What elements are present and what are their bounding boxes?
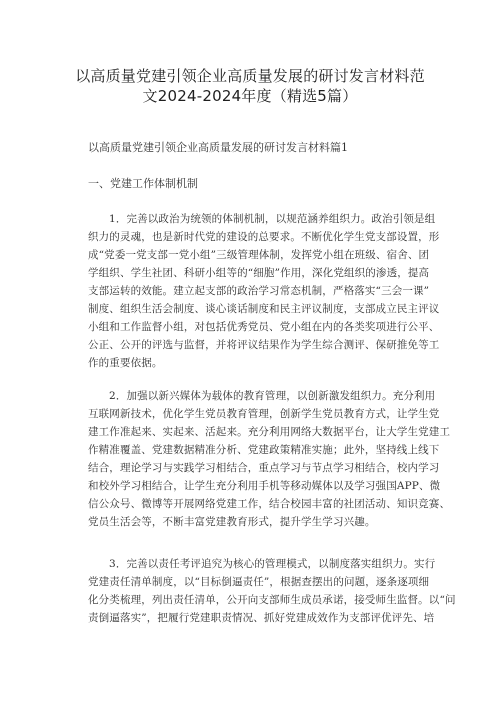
paragraph-line: 结合，理论学习与实践学习相结合，重点学习与节点学习相结合，校内学习 (88, 462, 440, 474)
paragraph-line: 互联网新技术，优化学生党员教育管理，创新学生党员教育方式，让学生党 (88, 408, 440, 420)
section-heading: 一、党建工作体制机制 (88, 177, 198, 190)
paragraph-line: 制度、组织生活会制度、谈心谈话制度和民主评议制度，支部成立民主评议 (88, 303, 440, 315)
paragraph-line: 织力的灵魂，也是新时代党的建设的总要求。不断优化学生党支部设置，形 (88, 231, 440, 243)
paragraph-line: 作精准覆盖、党建数据精准分析、党建政策精准实施；此外，坚持线上线下 (88, 444, 440, 456)
article-subtitle: 以高质量党建引领企业高质量发展的研讨发言材料篇1 (88, 141, 348, 154)
paragraph-2 (88, 387, 451, 531)
paragraph-line: 3．完善以责任考评追究为核心的管理模式，以制度落实组织力。实行 (109, 558, 436, 570)
paragraph-line: 1．完善以政治为统领的体制机制，以规范涵养组织力。政治引领是组 (109, 213, 436, 225)
paragraph-line: 建工作准起来、实起来、活起来。充分利用网络大数据平台，让大学生党建工 (88, 426, 451, 438)
paragraph-line: 公正、公开的评选与监督，并将评议结果作为学生综合测评、保研推免等工 (88, 339, 440, 351)
paragraph-line: 支部运转的效能。建立起支部的政治学习常态机制，严格落实“三会一课” (88, 285, 430, 297)
paragraph-line: 党建责任清单制度，以“目标倒逼责任”，根据查摆出的问题，逐条逐项细 (88, 576, 430, 588)
paragraph-line: 学组织、学生社团、科研小组等的“细胞”作用，深化党组织的渗透，提高 (88, 267, 430, 279)
paragraph-line: 作的重要依据。 (88, 357, 163, 369)
paragraph-line: 小组和工作监督小组，对包括优秀党员、党小组在内的各类奖项进行公平、 (88, 321, 440, 333)
paragraph-line: 化分类梳理，列出责任清单，公开向支部师生成员承诺，接受师生监督。以“问 (88, 594, 456, 606)
paragraph-line: 和校外学习相结合，让学生充分利用手机等移动媒体以及学习强国APP、微 (88, 480, 441, 492)
paragraph-line: 成“党委一党支部一党小组”三级管理体制，发挥党小组在班级、宿舍、团 (88, 249, 430, 261)
paragraph-line: 党员生活会等，不断丰富党建教育形式，提升学生学习兴趣。 (88, 516, 376, 528)
paragraph-line: 责倒逼落实”，把履行党建职责情况、抓好党建成效作为支部评优评先、培 (88, 612, 435, 624)
paragraph-line: 信公众号、微博等开展网络党建工作，结合校园丰富的社团活动、知识竞赛、 (88, 498, 451, 510)
document-title-line-2: 文2024-2024年度（精选5篇） (142, 87, 358, 105)
paragraph-3 (88, 555, 456, 627)
document-title-line-1: 以高质量党建引领企业高质量发展的研讨发言材料范 (75, 67, 425, 85)
paragraph-1 (88, 210, 440, 372)
paragraph-line: 2．加强以新兴媒体为载体的教育管理，以创新激发组织力。充分利用 (109, 390, 436, 402)
